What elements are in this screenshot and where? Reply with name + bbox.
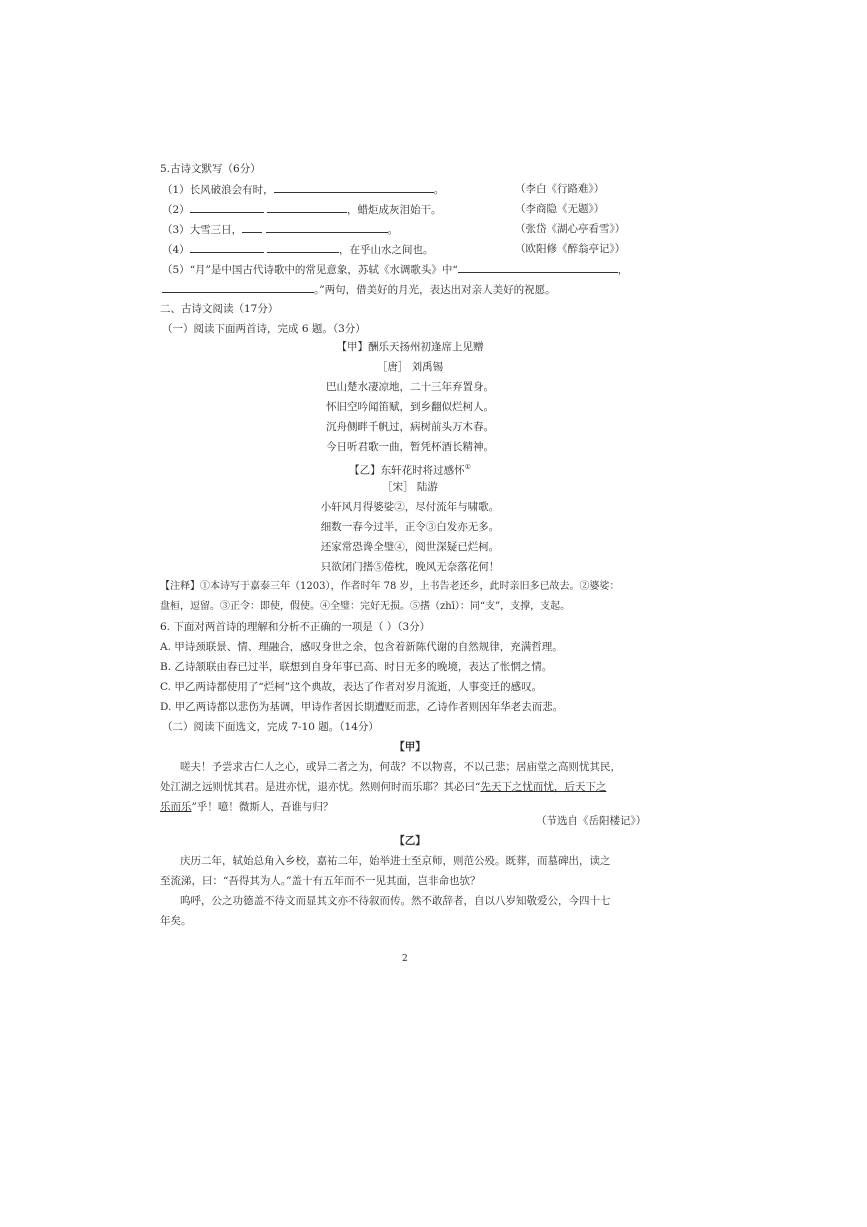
q5-5-text: “月”是中国古代诗歌中的常见意象，苏轼《水调歌头》中“ xyxy=(189,264,458,276)
q5-3 xyxy=(162,222,398,237)
answer-blank[interactable] xyxy=(274,182,434,193)
text-a-source: （节选自《岳阳楼记》） xyxy=(536,815,647,827)
q5-5-line2 xyxy=(162,282,556,297)
poem-a-line: 巴山楚水凄凉地，二十三年弃置身。 xyxy=(326,381,494,393)
q5-3-before: 大雪三日， xyxy=(189,224,243,236)
q5-2-source: （李商隐《无题》） xyxy=(515,203,605,215)
text-a-line3 xyxy=(160,800,333,814)
q5-1-before: 长风破浪会有时， xyxy=(189,184,274,196)
text-b-line3: 呜呼，公之功德盖不待文而显其文亦不待叙而传。然不敢辞者，自以八岁知敬爱公，今四十七 xyxy=(180,895,611,907)
q5-1 xyxy=(162,182,444,197)
text-a-underlined: 先天下之忧而忧，后天下之 xyxy=(480,781,607,793)
answer-blank[interactable] xyxy=(242,222,262,233)
text-a-line2-pre: 处江湖之远则忧其君。是进亦忧，退亦忧。然则何时而乐耶？其必曰“ xyxy=(160,781,481,793)
q5-4 xyxy=(162,242,434,257)
poem-b-title xyxy=(160,460,660,478)
text-b-line2: 至流涕，曰：“吾得其为人。”盖十有五年而不一见其面，岂非命也欤？ xyxy=(160,875,481,887)
text-a-line2 xyxy=(160,780,606,794)
text-b-line1: 庆历二年，轼始总角入乡校，嘉祐二年，始举进士至京师，则范公殁。既葬，而墓碑出，读之 xyxy=(180,855,611,867)
q5-2 xyxy=(162,202,442,217)
part2-instruction: （二）阅读下面选文，完成 7-10 题。（14分） xyxy=(162,721,379,733)
page-number: 2 xyxy=(402,954,408,964)
section2-heading: 二、古诗文阅读（17分） xyxy=(160,303,279,315)
q5-5-line1 xyxy=(162,262,628,277)
poem-b-line: 小轩风月得婆娑②，尽付流年与啸歌。 xyxy=(320,501,500,513)
poem-b-title-text: 【乙】东轩花时将过感怀 xyxy=(349,464,465,477)
q6-option-d[interactable]: D. 甲乙两诗都以悲伤为基调，甲诗作者因长期遭贬而悲，乙诗作者则因年华老去而悲。 xyxy=(160,701,564,713)
poem-a-line: 沉舟侧畔千帆过，病树前头万木春。 xyxy=(326,421,494,433)
text-a-line3-post: ”乎！噫！微斯人，吾谁与归？ xyxy=(191,801,334,813)
q6-option-b[interactable]: B. 乙诗颔联由春已过半，联想到自身年事已高、时日无多的晚境，表达了怅惘之情。 xyxy=(160,661,553,673)
q5-5-line2-text: 。”两句，借美好的月光，表达出对亲人美好的祝愿。 xyxy=(314,284,556,296)
poem-b-line: 还家常恐谗全璧④，阅世深疑已烂柯。 xyxy=(320,541,500,553)
q5-3-source: （张岱《湖心亭看雪》） xyxy=(515,223,626,235)
text-a-line1: 嗟夫！予尝求古仁人之心，或异二者之为，何哉？不以物喜，不以己悲；居庙堂之高则忧其民， xyxy=(180,761,621,773)
answer-blank[interactable] xyxy=(190,202,264,213)
section5-heading: 5.古诗文默写（6分） xyxy=(160,163,261,175)
poem-b-line: 细数一春今过半，正令③白发亦无多。 xyxy=(320,521,500,533)
answer-blank[interactable] xyxy=(458,262,618,273)
q5-5-num: （5） xyxy=(162,264,190,276)
answer-blank[interactable] xyxy=(266,222,388,233)
text-a-underlined-end: 乐而乐 xyxy=(160,801,192,813)
q5-4-source: （欧阳修《醉翁亭记》） xyxy=(515,243,626,255)
poem-b-title-note: ① xyxy=(464,463,471,471)
q5-2-num: （2） xyxy=(162,204,190,216)
q5-2-after: ，蜡炬成灰泪始干。 xyxy=(347,204,442,216)
q5-3-num: （3） xyxy=(162,224,190,236)
answer-blank[interactable] xyxy=(190,242,264,253)
q6-stem: 6. 下面对两首诗的理解和分析不正确的一项是（ ）（3分） xyxy=(160,621,431,633)
q5-4-after: ，在乎山水之间也。 xyxy=(339,244,434,256)
poem-b-line: 只欲闭门搘⑤倦枕，晚风无奈落花何！ xyxy=(320,561,500,573)
text-b-label: 【乙】 xyxy=(394,835,426,847)
q5-1-after: 。 xyxy=(433,184,445,196)
q6-option-c[interactable]: C. 甲乙两诗都使用了“烂柯”这个典故，表达了作者对岁月流逝，人事变迁的感叹。 xyxy=(160,681,543,693)
q5-4-num: （4） xyxy=(162,244,190,256)
part1-instruction: （一）阅读下面两首诗，完成 6 题。（3分） xyxy=(162,323,366,335)
q5-5-end: ， xyxy=(617,264,629,276)
poem-b-author: ［宋］ 陆游 xyxy=(382,481,438,493)
q5-3-after: 。 xyxy=(387,224,399,236)
q5-1-num: （1） xyxy=(162,184,190,196)
text-a-label: 【甲】 xyxy=(394,741,426,753)
text-b-line4: 年矣。 xyxy=(160,915,192,927)
answer-blank[interactable] xyxy=(267,202,347,213)
answer-blank[interactable] xyxy=(162,282,314,293)
poem-a-line: 今日听君歌一曲，暂凭杯酒长精神。 xyxy=(326,441,494,453)
poem-a-title: 【甲】酬乐天扬州初逢席上见赠 xyxy=(336,341,484,353)
q5-1-source: （李白《行路难》） xyxy=(515,183,605,195)
notes-line2: 盘桓，逗留。③正令：即使，假使。④全璧：完好无损。⑤搘（zhī）：同“支”，支撑，支起。 xyxy=(160,601,571,612)
notes-line1: 【注释】①本诗写于嘉泰三年（1203），作者时年 78 岁，上书告老还乡，此时亲旧多已故去。②婆娑： xyxy=(160,581,620,592)
answer-blank[interactable] xyxy=(267,242,339,253)
poem-a-line: 怀旧空吟闻笛赋，到乡翻似烂柯人。 xyxy=(326,401,494,413)
poem-a-author: ［唐］ 刘禹锡 xyxy=(376,361,444,373)
q6-option-a[interactable]: A. 甲诗颈联景、情、理融合，感叹身世之余，包含着新陈代谢的自然规律，充满哲理。 xyxy=(160,641,563,653)
